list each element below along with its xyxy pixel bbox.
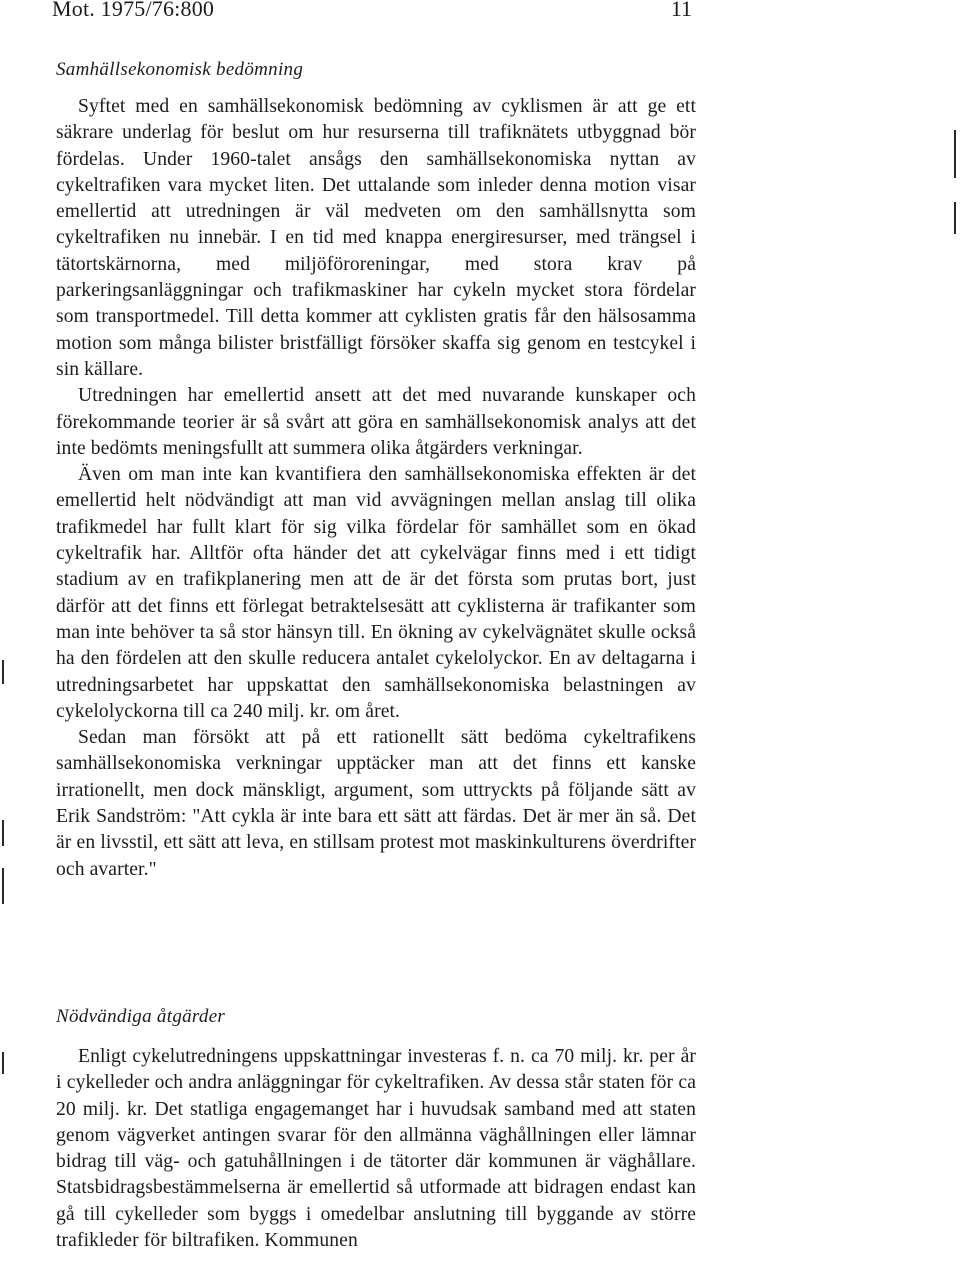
section-body-nodvandiga [56, 1044, 696, 1254]
paragraph: Sedan man försökt att på ett rationellt sätt bedöma cykeltrafikens samhällsekonomiska verkningar upptäcker man att det finns ett kanske irrationellt, men dock mänskligt, argument, som uttryckts på följande sätt av Erik Sandström: "Att cykla är inte bara ett sätt att färdas. Det är mer än så. Det är en livsstil, ett sätt att leva, en stillsam protest mot maskinkulturens överdrifter och avarter." [56, 727, 696, 880]
paragraph: Utredningen har emellertid ansett att det med nuvarande kunskaper och förekommande teorier är så svårt att göra en samhällsekonomisk analys att det inte bedömts meningsfullt att summera olika åtgärders verkningar. [56, 385, 696, 459]
paragraph: Enligt cykelutredningens uppskattningar investeras f. n. ca 70 milj. kr. per år i cykelleder och andra anläggningar för cykeltrafiken. Av dessa står staten för ca 20 milj. kr. Det statliga engagemanget har i huvudsak samband med att staten genom vägverket antingen svarar för den allmänna väghållningen eller lämnar bidrag till väg- och gatuhållningen i de tätorter där kommunen är väghållare. Statsbidragsbestämmelserna är emellertid så utformade att bidragen endast kan gå till cykelleder som byggs i omedelbar anslutning till byggande av större trafikleder för biltrafiken. Kommunen [56, 1046, 696, 1252]
page-header [52, 0, 692, 30]
margin-mark [954, 130, 956, 178]
margin-mark [2, 820, 4, 846]
section-heading-nodvandiga: Nödvändiga åtgärder [56, 1006, 226, 1027]
margin-mark [2, 660, 4, 684]
document-reference: Mot. 1975/76:800 [52, 0, 215, 21]
page-number: 11 [670, 0, 692, 21]
paragraph: Även om man inte kan kvantifiera den samhällsekonomiska effekten är det emellertid helt nödvändigt att man vid avvägningen mellan anslag till olika trafikmedel har fullt klart för sig vilka fördelar för samhället som en ökad cykeltrafik har. Alltför ofta händer det att cykelvägar finns med i ett tidigt stadium av en trafikplanering men att de är det första som prutas bort, just därför att det finns ett förlegat betraktelsesätt att cyklisterna är trafikanter som man inte behöver ta så stor hänsyn till. En ökning av cykelvägnätet skulle också ha den fördelen att den skulle reducera antalet cykelolyckor. En av deltagarna i utredningsarbetet har uppskattat den samhällsekonomiska belastningen av cykelolyckorna till ca 240 milj. kr. om året. [56, 464, 696, 722]
margin-mark [2, 1052, 4, 1074]
paragraph: Syftet med en samhällsekonomisk bedömning av cyklismen är att ge ett säkrare underlag för beslut om hur resurserna till trafiknätets utbyggnad bör fördelas. Under 1960-talet ansågs den samhällsekonomiska nyttan av cykeltrafiken vara mycket liten. Det uttalande som inleder denna motion visar emellertid att utredningen är väl medveten om den samhällsnytta som cykeltrafiken nu innebär. I en tid med knappa energiresurser, med trängsel i tätortskärnorna, med miljöföroreningar, med stora krav på parkeringsanläggningar och trafikmaskiner har cykeln mycket stora fördelar som transportmedel. Till detta kommer att cyklisten gratis får den hälsosamma motion som många bilister bristfälligt försöker skaffa sig genom en testcykel i sin källare. [56, 96, 696, 380]
section-body-samhallsekonomisk [56, 94, 696, 883]
margin-mark [954, 202, 956, 234]
section-heading-samhallsekonomisk: Samhällsekonomisk bedömning [56, 59, 304, 80]
margin-mark [2, 868, 4, 904]
